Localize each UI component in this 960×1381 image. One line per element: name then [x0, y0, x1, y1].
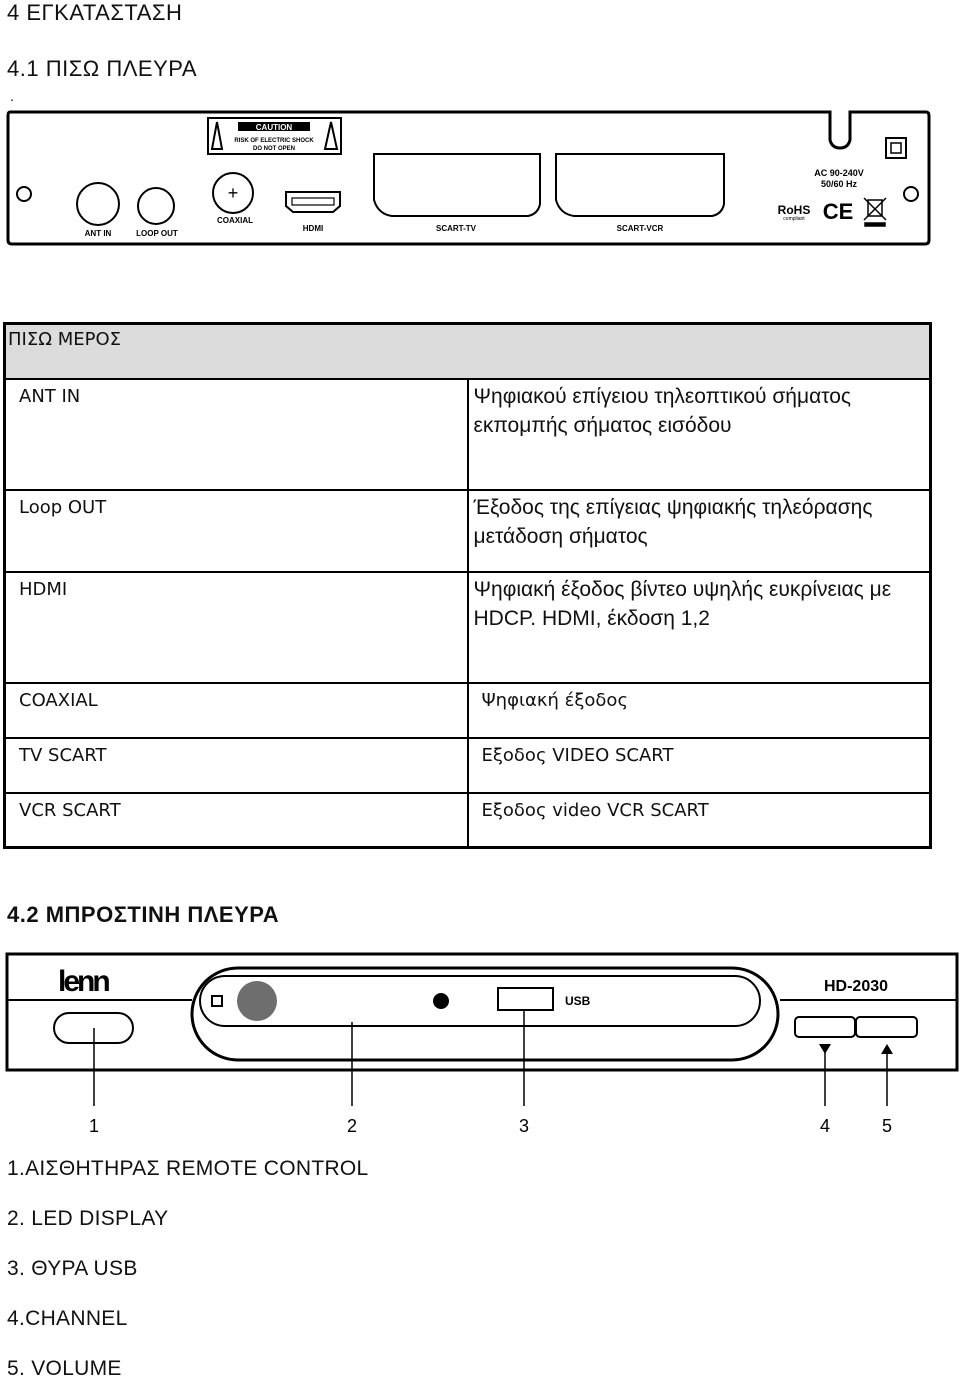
row-name: TV SCART — [5, 738, 468, 793]
table-header-row — [5, 324, 931, 379]
display-window — [192, 968, 778, 1060]
model-label: HD-2030 — [823, 978, 889, 995]
coaxial-plus-icon: + — [227, 183, 239, 203]
row-name: COAXIAL — [5, 683, 468, 738]
caution-text: CAUTION — [255, 123, 293, 132]
arrow-up-icon — [881, 1044, 893, 1054]
exclamation-warning-icon — [325, 122, 337, 149]
legend-item: 2. LED DISPLAY — [7, 1207, 169, 1230]
hdmi-label: HDMI — [302, 224, 324, 233]
power-switch — [886, 138, 906, 158]
screw-hole-left — [17, 187, 31, 201]
coaxial-label: COAXIAL — [217, 216, 253, 225]
display-inner — [200, 976, 760, 1026]
ant-in-connector — [77, 183, 119, 225]
table-row — [5, 683, 931, 738]
rohs-logo: RoHS — [777, 203, 811, 217]
legend-item: 4.CHANNEL — [7, 1307, 128, 1330]
power-led-icon — [433, 993, 449, 1009]
table-row — [5, 738, 931, 793]
usb-label: USB — [565, 994, 591, 1008]
scart-vcr-label: SCART-VCR — [616, 224, 664, 233]
subsection-back-title: 4.1 ΠΙΣΩ ΠΛΕΥΡΑ — [7, 56, 197, 81]
row-name: VCR SCART — [5, 793, 468, 848]
brand-logo: lenn — [58, 965, 108, 998]
table-row — [5, 490, 931, 572]
row-desc: Εξοδος video VCR SCART — [468, 793, 931, 848]
led-display — [237, 981, 277, 1021]
callout-1: 1 — [88, 1116, 100, 1136]
back-panel-table — [3, 322, 932, 849]
row-desc: Ψηφιακή έξοδος — [468, 683, 931, 738]
row-desc: Ψηφιακού επίγειου τηλεοπτικού σήματος εκπομπής σήματος εισόδου — [468, 379, 931, 490]
volume-button — [856, 1017, 917, 1037]
legend-item: 1.ΑΙΣΘΗΤΗΡΑΣ REMOTE CONTROL — [7, 1157, 369, 1180]
power-spec-line1: AC 90-240V — [814, 168, 864, 178]
power-spec-line2: 50/60 Hz — [820, 179, 858, 189]
subsection-front-title: 4.2 ΜΠΡΟΣΤΙΝΗ ΠΛΕΥΡΑ — [7, 902, 280, 927]
weee-bin-icon — [864, 198, 886, 226]
row-desc: Έξοδος της επίγειας ψηφιακής τηλεόρασης μετάδοση σήματος — [468, 490, 931, 572]
callout-2: 2 — [346, 1116, 358, 1136]
row-desc: Εξοδος VIDEO SCART — [468, 738, 931, 793]
caution-line2: DO NOT OPEN — [252, 146, 296, 152]
ce-mark: CE — [822, 199, 854, 224]
row-name: ANT IN — [5, 379, 468, 490]
rohs-sub: compliant — [783, 216, 805, 222]
hdmi-connector — [286, 192, 340, 212]
legend-item: 3. ΘΥΡΑ USB — [7, 1257, 138, 1280]
scart-vcr-connector — [556, 154, 724, 216]
standby-icon — [212, 996, 222, 1006]
loop-out-connector — [138, 188, 174, 224]
legend-item: 5. VOLUME — [7, 1357, 122, 1380]
back-panel-diagram — [0, 100, 940, 255]
caution-line1: RISK OF ELECTRIC SHOCK — [234, 138, 314, 144]
table-header: ΠΙΣΩ ΜΕΡΟΣ — [5, 324, 931, 379]
dot-mark: . — [10, 88, 14, 104]
table-row — [5, 793, 931, 848]
callout-5: 5 — [881, 1116, 893, 1136]
callout-4: 4 — [819, 1116, 831, 1136]
table-row — [5, 572, 931, 683]
row-name: HDMI — [5, 572, 468, 683]
channel-button — [795, 1017, 855, 1037]
row-desc: Ψηφιακή έξοδος βίντεο υψηλής ευκρίνειας με HDCP. HDMI, έκδοση 1,2 — [468, 572, 931, 683]
lightning-warning-icon — [212, 122, 222, 149]
ant-in-label: ANT IN — [84, 229, 112, 238]
loop-out-label: LOOP OUT — [136, 229, 178, 238]
front-panel-diagram — [0, 948, 960, 1138]
scart-tv-label: SCART-TV — [436, 224, 476, 233]
scart-tv-connector — [374, 154, 540, 216]
usb-port — [498, 988, 553, 1010]
row-name: Loop OUT — [5, 490, 468, 572]
arrow-down-icon — [819, 1044, 831, 1054]
screw-hole-right — [904, 187, 918, 201]
section-title: 4 ΕΓΚΑΤΑΣΤΑΣΗ — [7, 0, 183, 25]
callout-3: 3 — [518, 1116, 530, 1136]
table-row — [5, 379, 931, 490]
